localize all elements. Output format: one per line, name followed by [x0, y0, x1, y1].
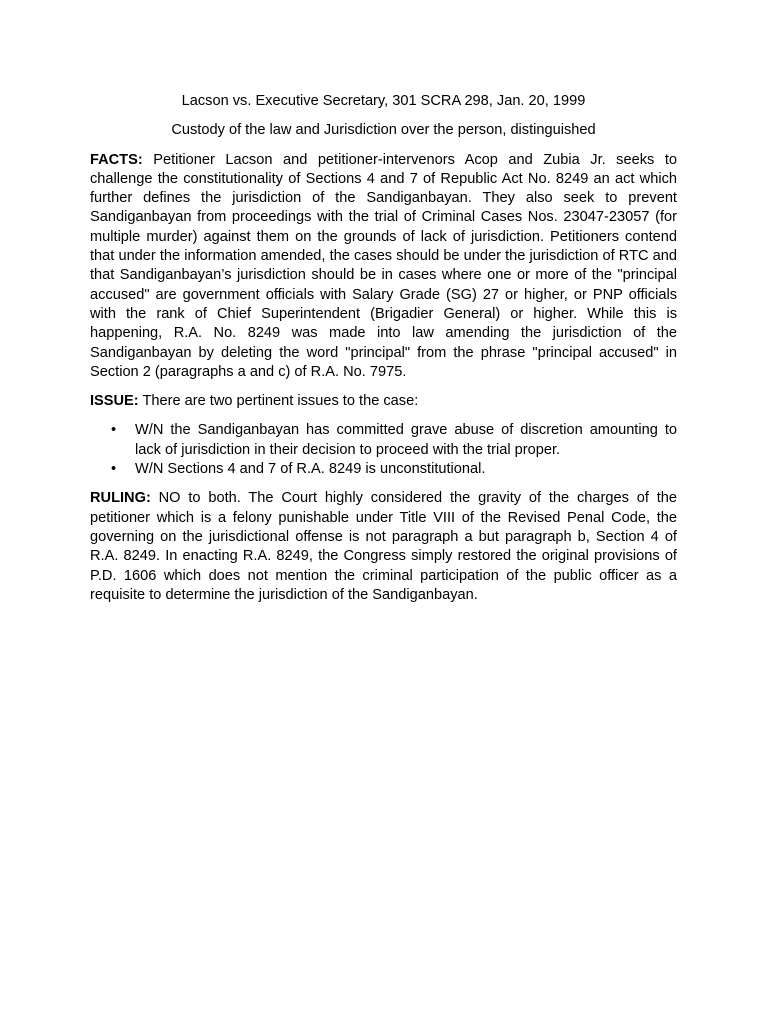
bullet-icon: •	[111, 461, 117, 478]
list-item	[90, 421, 677, 460]
list-item	[90, 460, 677, 479]
facts-label: FACTS:	[90, 151, 143, 168]
facts-paragraph	[90, 151, 677, 383]
issue-paragraph	[90, 392, 677, 411]
issue-list	[90, 421, 677, 479]
issue-item-text: W/N the Sandiganbayan has committed grave abuse of discretion amounting to lack of jurisdiction in their decision to proceed with the trial proper.	[135, 422, 677, 458]
facts-text: Petitioner Lacson and petitioner-intervenors Acop and Zubia Jr. seeks to challenge the constitutionality of Sections 4 and 7 of Republic Act No. 8249 an act which further defines the jurisdiction of the Sandiganbayan. They also seek to prevent Sandiganbayan from proceedings with the trial of Criminal Cases Nos. 23047-23057 (for multiple murder) against them on the grounds of lack of jurisdiction. Petitioners contend that under the information amended, the cases should be under the jurisdiction of RTC and that Sandiganbayan’s jurisdiction should be in cases where one or more of the "principal accused" are government officials with Salary Grade (SG) 27 or higher, or PNP officials with the rank of Chief Superintendent (Brigadier General) or higher. While this is happening, R.A. No. 8249 was made into law amending the jurisdiction of the Sandiganbayan by deleting the word "principal" from the phrase "principal accused" in Section 2 (paragraphs a and c) of R.A. No. 7975.	[90, 151, 677, 380]
case-title: Lacson vs. Executive Secretary, 301 SCRA 298, Jan. 20, 1999	[181, 93, 586, 109]
case-subtitle: Custody of the law and Jurisdiction over the person, distinguished	[171, 122, 596, 139]
ruling-label: RULING:	[90, 490, 151, 507]
bullet-icon: •	[111, 422, 117, 439]
ruling-text: NO to both. The Court highly considered the gravity of the charges of the petitioner which is a felony punishable under Title VIII of the Revised Penal Code, the governing on the jurisdictional offense is not paragraph a but paragraph b, Section 4 of R.A. 8249. In enacting R.A. 8249, the Congress simply restored the original provisions of P.D. 1606 which does not mention the criminal participation of the public officer as a requisite to determine the jurisdiction of the Sandiganbayan.	[90, 490, 677, 603]
document-page	[90, 92, 677, 615]
issue-label: ISSUE:	[90, 393, 139, 410]
issue-text: There are two pertinent issues to the case:	[142, 393, 419, 410]
issue-item-text: W/N Sections 4 and 7 of R.A. 8249 is unconstitutional.	[135, 461, 486, 478]
ruling-paragraph	[90, 489, 677, 605]
